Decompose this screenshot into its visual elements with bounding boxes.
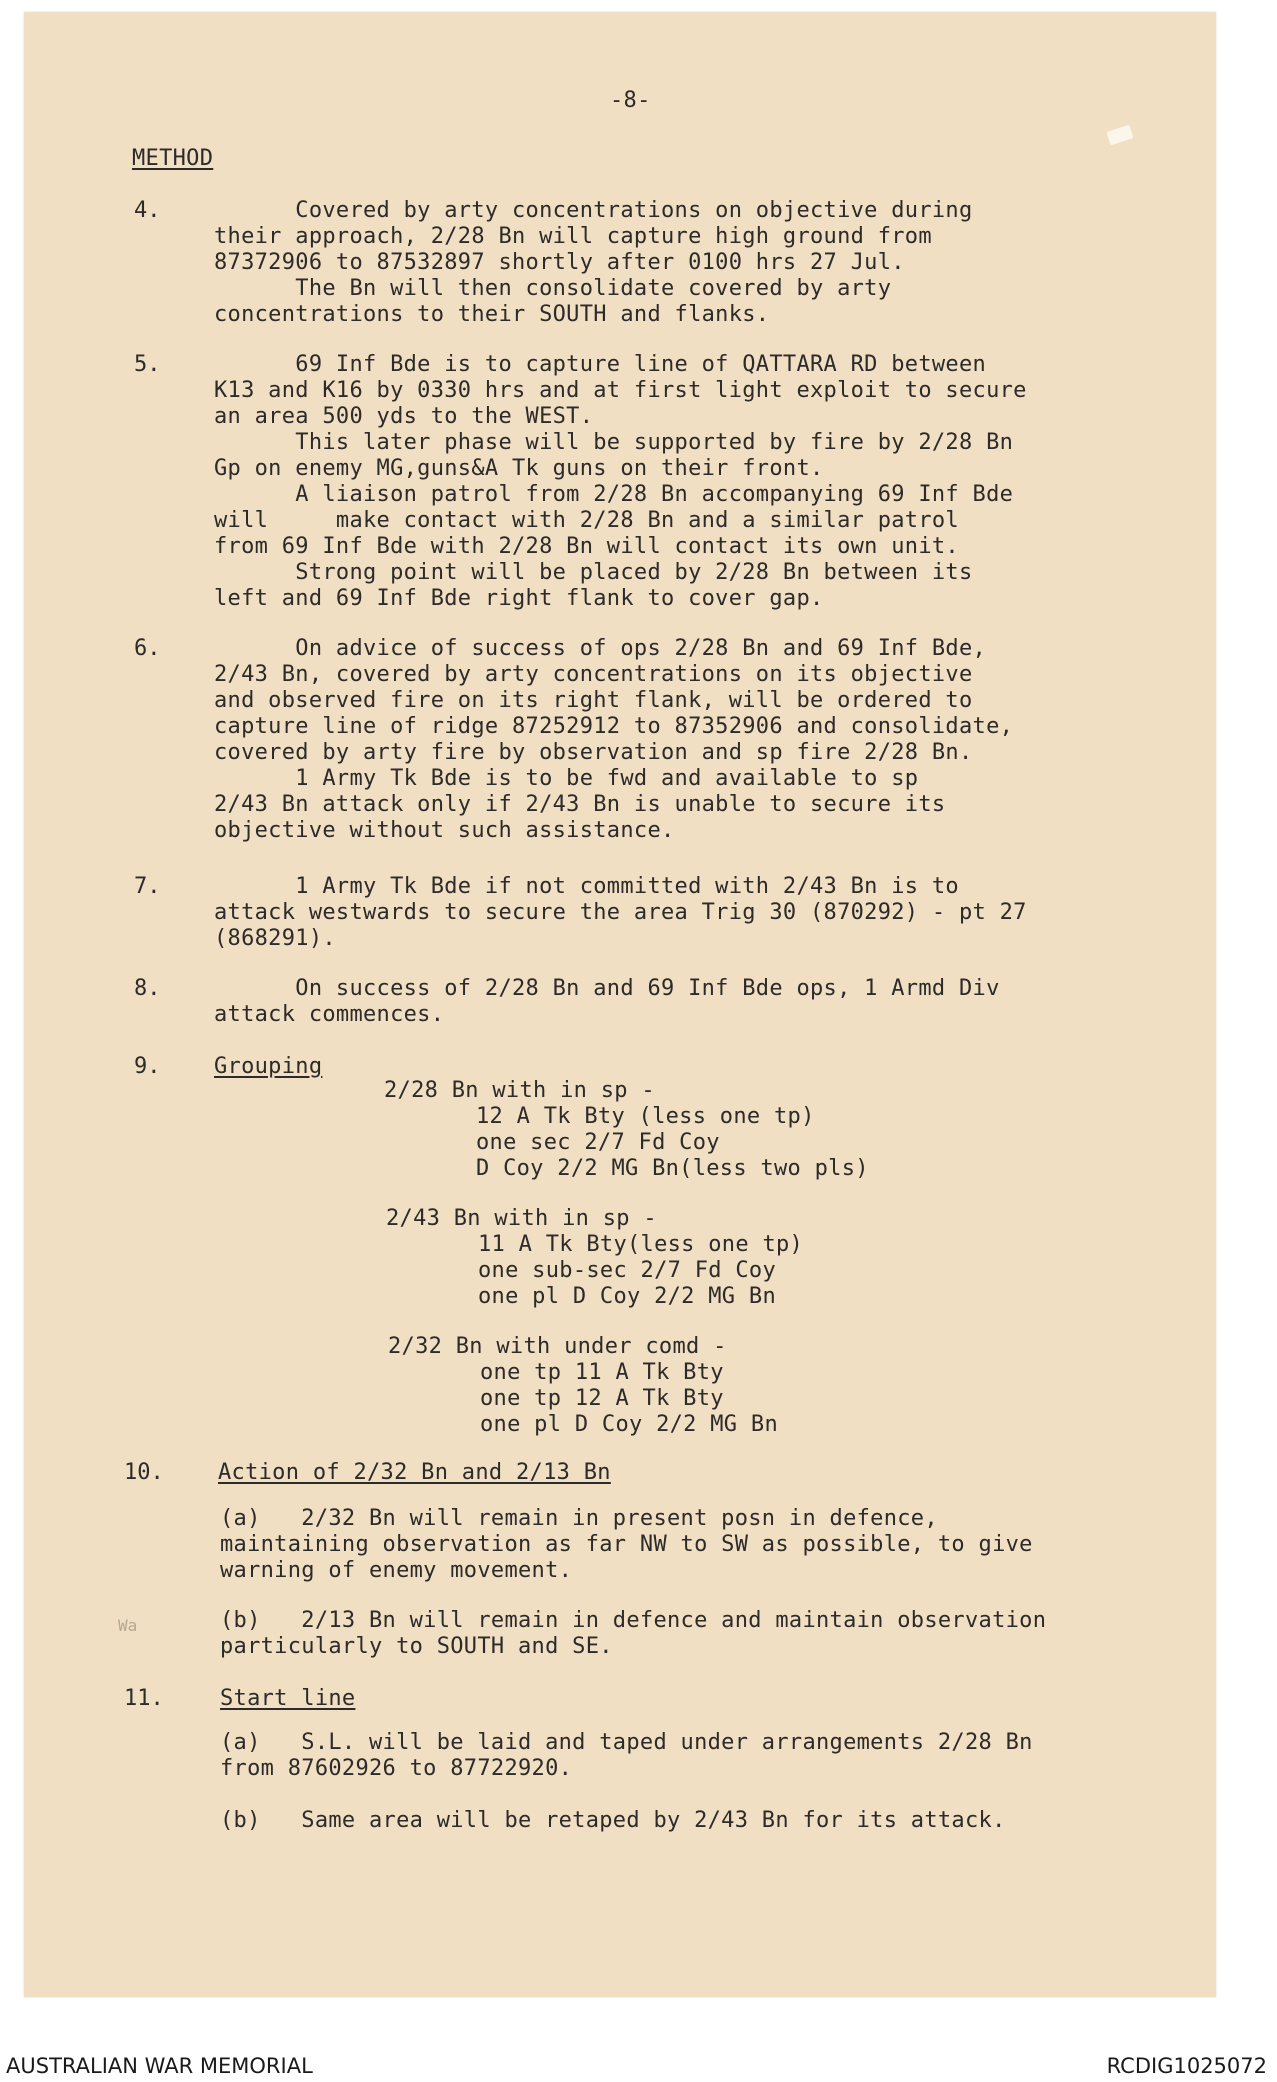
section-6-line-2: 2/43 Bn, covered by arty concentrations on its objective: [214, 662, 973, 687]
section-7-line-3: (868291).: [214, 926, 336, 951]
section-11a-line-2: from 87602926 to 87722920.: [220, 1756, 573, 1781]
footer-record-id: RCDIG1025072: [1106, 2054, 1267, 2078]
group-2-28-item: 12 A Tk Bty (less one tp): [476, 1104, 815, 1129]
method-heading: METHOD: [132, 146, 214, 171]
section-6-line-4: capture line of ridge 87252912 to 87352906 and consolidate,: [214, 714, 1014, 739]
section-10a-line-3: warning of enemy movement.: [220, 1558, 573, 1583]
section-5-line-6: A liaison patrol from 2/28 Bn accompanying 69 Inf Bde: [214, 482, 1014, 507]
group-2-28-head: 2/28 Bn with in sp -: [384, 1078, 655, 1103]
section-5-line-2: K13 and K16 by 0330 hrs and at first light exploit to secure: [214, 378, 1027, 403]
grouping-heading: Grouping: [214, 1054, 323, 1079]
section-6-line-6: 1 Army Tk Bde is to be fwd and available to sp: [214, 766, 919, 791]
section-5-line-8: from 69 Inf Bde with 2/28 Bn will contact its own unit.: [214, 534, 959, 559]
section-number-10: 10.: [124, 1460, 164, 1485]
section-6-line-5: covered by arty fire by observation and sp fire 2/28 Bn.: [214, 740, 973, 765]
section-10a-line-1: (a) 2/32 Bn will remain in present posn in defence,: [220, 1506, 938, 1531]
margin-annotation: Wa: [118, 1616, 138, 1635]
section-number-4: 4.: [134, 198, 161, 223]
archive-footer: [0, 2042, 1277, 2082]
section-number-5: 5.: [134, 352, 161, 377]
section-5-line-5: Gp on enemy MG,guns&A Tk guns on their front.: [214, 456, 824, 481]
section-4-line-3: 87372906 to 87532897 shortly after 0100 hrs 27 Jul.: [214, 250, 905, 275]
section-11b-line-1: (b) Same area will be retaped by 2/43 Bn for its attack.: [220, 1808, 1006, 1833]
section-number-6: 6.: [134, 636, 161, 661]
footer-institution: AUSTRALIAN WAR MEMORIAL: [6, 2054, 313, 2078]
group-2-43-item: one sub-sec 2/7 Fd Coy: [478, 1258, 776, 1283]
section-number-7: 7.: [134, 874, 161, 899]
section-7-line-2: attack westwards to secure the area Trig 30 (870292) - pt 27: [214, 900, 1027, 925]
section-5-line-7: will make contact with 2/28 Bn and a similar patrol: [214, 508, 959, 533]
section-6-line-1: On advice of success of ops 2/28 Bn and 69 Inf Bde,: [214, 636, 987, 661]
section-4-line-1: Covered by arty concentrations on objective during: [214, 198, 973, 223]
page-number: -8-: [610, 88, 651, 113]
section-number-9: 9.: [134, 1054, 161, 1079]
page-corner-fold: [1106, 125, 1133, 146]
section-5-line-10: left and 69 Inf Bde right flank to cover gap.: [214, 586, 824, 611]
section-8-line-1: On success of 2/28 Bn and 69 Inf Bde ops, 1 Armd Div: [214, 976, 1000, 1001]
section-10b-line-1: (b) 2/13 Bn will remain in defence and maintain observation: [220, 1608, 1047, 1633]
section-6-line-3: and observed fire on its right flank, will be ordered to: [214, 688, 973, 713]
section-10a-line-2: maintaining observation as far NW to SW as possible, to give: [220, 1532, 1033, 1557]
section-number-11: 11.: [124, 1686, 164, 1711]
group-2-32-item: one tp 12 A Tk Bty: [480, 1386, 724, 1411]
group-2-32-item: one tp 11 A Tk Bty: [480, 1360, 724, 1385]
section-8-line-2: attack commences.: [214, 1002, 445, 1027]
section-number-8: 8.: [134, 976, 161, 1001]
section-5-line-3: an area 500 yds to the WEST.: [214, 404, 594, 429]
group-2-43-head: 2/43 Bn with in sp -: [386, 1206, 657, 1231]
start-line-heading: Start line: [220, 1686, 356, 1711]
section-11a-line-1: (a) S.L. will be laid and taped under arrangements 2/28 Bn: [220, 1730, 1033, 1755]
section-5-line-1: 69 Inf Bde is to capture line of QATTARA RD between: [214, 352, 987, 377]
section-7-line-1: 1 Army Tk Bde if not committed with 2/43 Bn is to: [214, 874, 959, 899]
group-2-28-item: D Coy 2/2 MG Bn(less two pls): [476, 1156, 869, 1181]
group-2-43-item: one pl D Coy 2/2 MG Bn: [478, 1284, 776, 1309]
section-4-line-2: their approach, 2/28 Bn will capture high ground from: [214, 224, 932, 249]
section-10b-line-2: particularly to SOUTH and SE.: [220, 1634, 613, 1659]
group-2-43-item: 11 A Tk Bty(less one tp): [478, 1232, 804, 1257]
group-2-32-head: 2/32 Bn with under comd -: [388, 1334, 727, 1359]
section-4-line-5: concentrations to their SOUTH and flanks.: [214, 302, 770, 327]
section-5-line-9: Strong point will be placed by 2/28 Bn between its: [214, 560, 973, 585]
section-6-line-7: 2/43 Bn attack only if 2/43 Bn is unable to secure its: [214, 792, 946, 817]
group-2-32-item: one pl D Coy 2/2 MG Bn: [480, 1412, 778, 1437]
section-6-line-8: objective without such assistance.: [214, 818, 675, 843]
section-4-line-4: The Bn will then consolidate covered by arty: [214, 276, 892, 301]
document-page: [24, 12, 1216, 1997]
action-heading: Action of 2/32 Bn and 2/13 Bn: [218, 1460, 611, 1485]
group-2-28-item: one sec 2/7 Fd Coy: [476, 1130, 720, 1155]
section-5-line-4: This later phase will be supported by fire by 2/28 Bn: [214, 430, 1014, 455]
